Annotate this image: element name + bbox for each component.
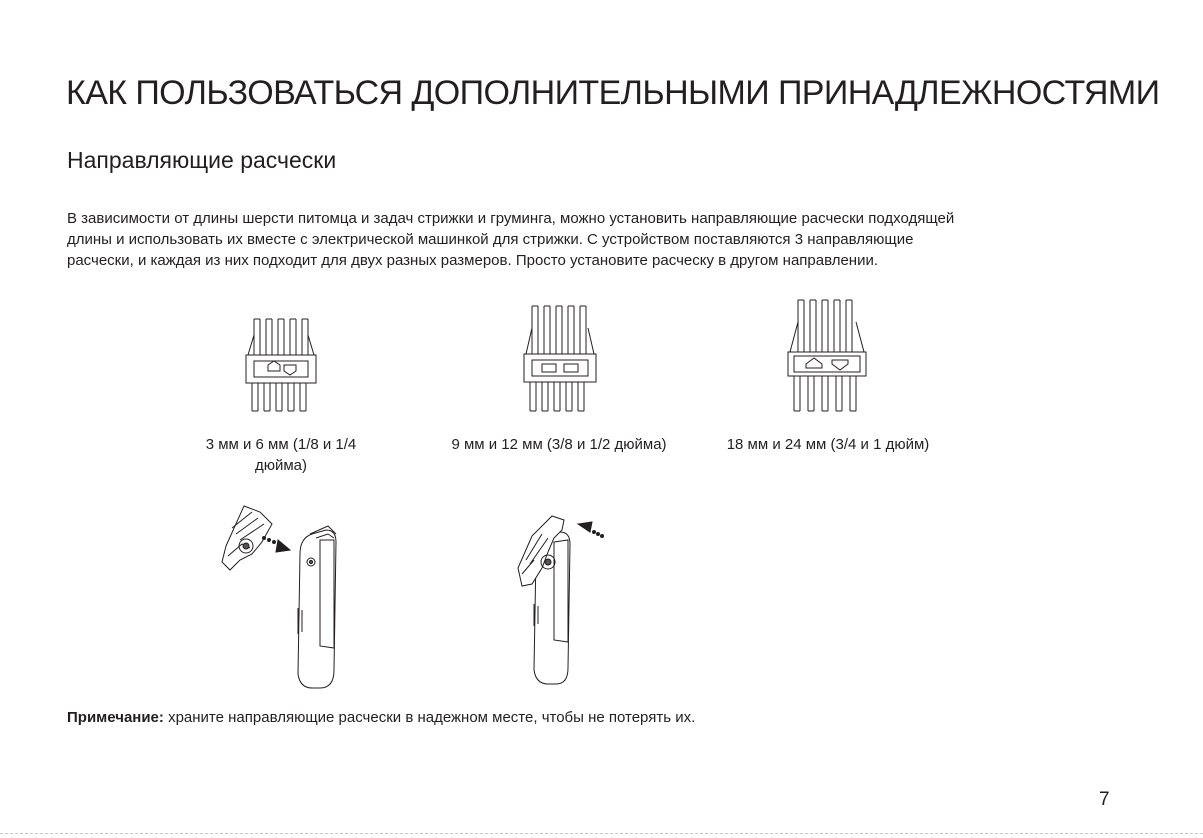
note-label: Примечание: [67,709,164,726]
page-number: 7 [1099,789,1110,810]
note-text: храните направляющие расчески в надежном месте, чтобы не потерять их. [163,709,696,726]
comb-caption-line: 9 мм и 12 мм (3/8 и 1/2 дюйма) [451,436,667,453]
intro-line: В зависимости от длины шерсти питомца и задач стрижки и груминга, можно установить направляющие расчески подходящей [67,210,955,227]
guide-comb-medium-icon [522,302,598,415]
attach-comb-illustration-icon [216,498,356,693]
comb-caption-line: 3 мм и 6 мм (1/8 и 1/4 [205,436,357,453]
page-title: КАК ПОЛЬЗОВАТЬСЯ ДОПОЛНИТЕЛЬНЫМИ ПРИНАДЛЕЖНОСТЯМИ [66,74,1160,112]
storage-note [67,709,695,726]
comb-attached-illustration-icon [512,508,608,686]
section-heading: Направляющие расчески [67,147,337,173]
bottom-divider [0,833,1203,834]
intro-paragraph [67,208,1147,271]
intro-line: длины и использовать их вместе с электрической машинкой для стрижки. С устройством поставляются 3 направляющие [67,231,914,248]
guide-comb-small-icon [244,315,318,415]
intro-line: расчески, и каждая из них подходит для двух разных размеров. Просто установите расческу в другом направлении. [67,252,879,269]
comb-caption-small [180,434,382,476]
comb-caption-line: дюйма) [254,457,308,474]
comb-caption-large [702,434,954,455]
comb-caption-medium [424,434,694,455]
guide-comb-large-icon [786,298,868,415]
comb-caption-line: 18 мм и 24 мм (3/4 и 1 дюйм) [726,436,930,453]
